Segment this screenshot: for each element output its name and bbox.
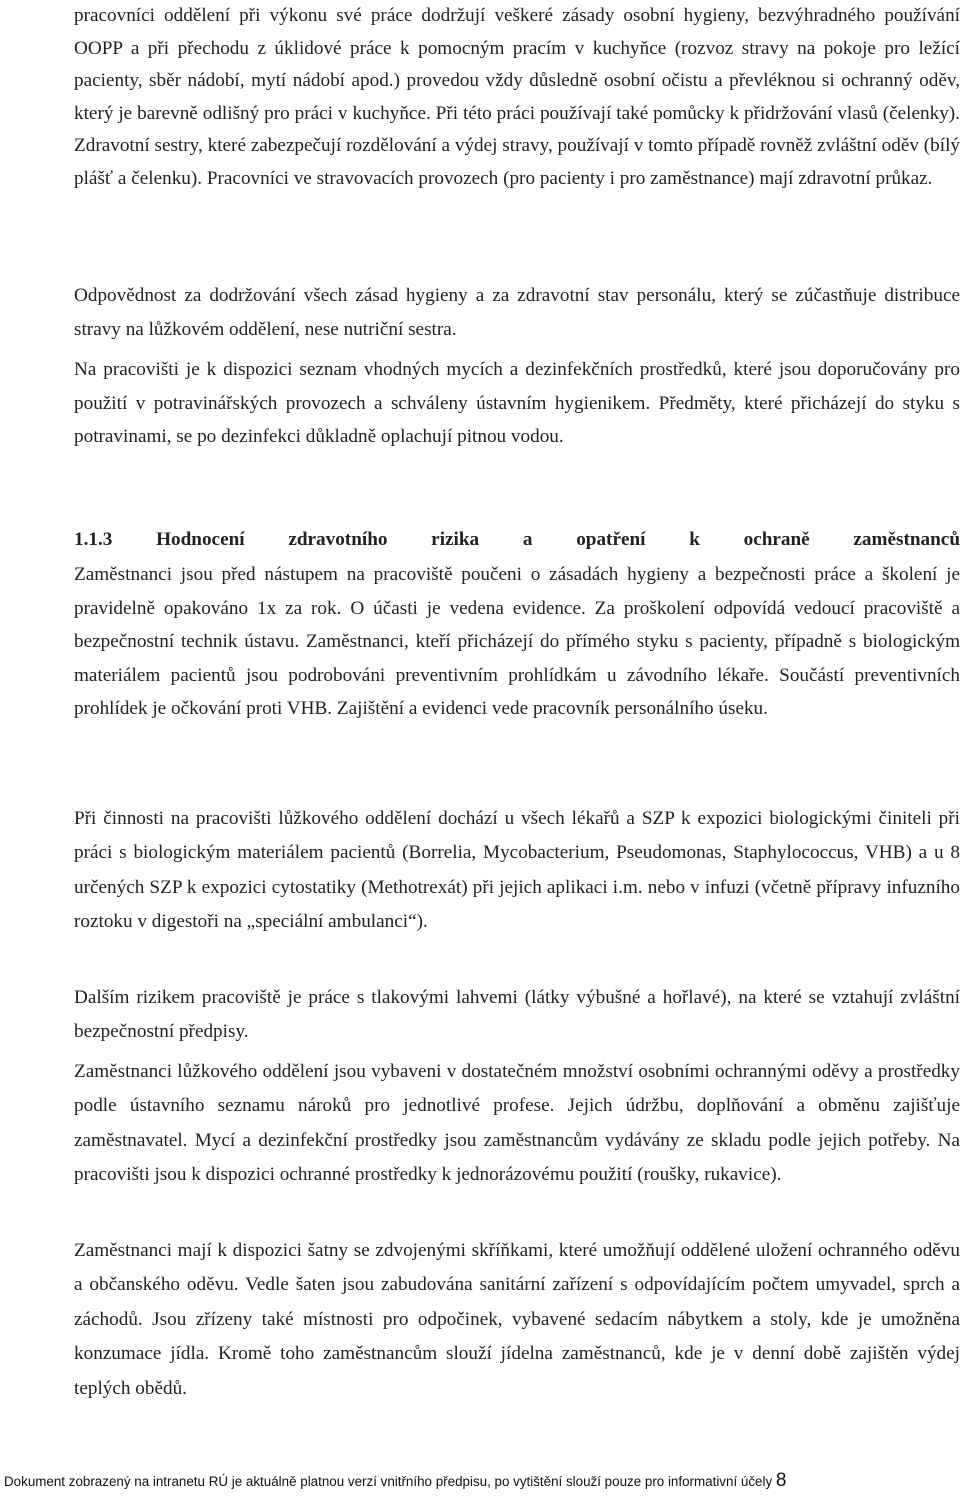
section-heading-text: 1.1.3 Hodnocení zdravotního rizika a opatření k ochraně zaměstnanců [74,529,960,550]
footer-note: Dokument zobrazený na intranetu RÚ je aktuálně platnou verzí vnitřního předpisu, po vytištění slouží pouze pro informativní účely [4,1474,773,1489]
paragraph-pressure-bottles: Dalším rizikem pracoviště je práce s tlakovými lahvemi (látky výbušné a hořlavé), na které se vztahují zvláštní bezpečnostní předpisy. [74,987,960,1042]
paragraph-disinfection: Na pracovišti je k dispozici seznam vhodných mycích a dezinfekčních prostředků, které jsou doporučovány pro použití v potravinářských provozech a schváleny ústavním hygienikem. Předměty, které přicházejí do styku s potravinami, se po dezinfekci důkladně oplachují pitnou vodou. [74,359,960,447]
paragraph-hygiene-rules: pracovníci oddělení při výkonu své práce dodržují veškeré zásady osobní hygieny, bezvýhradného používání OOPP a při přechodu z úklidové práce k pomocným pracím v kuchyňce (rozvoz stravy na pokoje pro ležící pacienty, sběr nádobí, mytí nádobí apod.) provedou vždy důsledně osobní očistu a převléknou si ochranný oděv, který je barevně odlišný pro práci v kuchyňce. Při této práci používají také pomůcky k přidržování vlasů (čelenky). Zdravotní sestry, které zabezpečují rozdělování a výdej stravy, používají v tomto případě rovněž zvláštní oděv (bílý plášť a čelenku). Pracovníci ve stravovacích provozech (pro pacienty i pro zaměstnance) mají zdravotní průkaz. [74,5,960,189]
page-number: 8 [775,1470,787,1491]
paragraph-nutrition-nurse: Odpovědnost za dodržování všech zásad hygieny a za zdravotní stav personálu, který se zúčastňuje distribuce stravy na lůžkovém oddělení, nese nutriční sestra. [74,285,960,340]
paragraph-facilities: Zaměstnanci mají k dispozici šatny se zdvojenými skříňkami, které umožňují oddělené uložení ochranného oděvu a občanského oděvu. Vedle šaten jsou zabudována sanitární zařízení s odpovídajícím počtem umyvadel, sprch a záchodů. Jsou zřízeny také místnosti pro odpočinek, vybavené sedacím nábytkem a stoly, kde je umožněna konzumace jídla. Kromě toho zaměstnancům slouží jídelna zaměstnanců, kde je v denní době zajištěn výdej teplých obědů. [74,1240,960,1399]
section-heading [74,524,960,556]
paragraph-protective-equipment: Zaměstnanci lůžkového oddělení jsou vybaveni v dostatečném množství osobními ochrannými oděvy a prostředky podle ústavního seznamu nároků pro jednotlivé profese. Jejich údržbu, doplňování a obměnu zajišťuje zaměstnavatel. Mycí a dezinfekční prostředky jsou zaměstnancům vydávány ze skladu podle jejich potřeby. Na pracovišti jsou k dispozici ochranné prostředky k jednorázovému použití (roušky, rukavice). [74,1061,960,1185]
paragraph-exposure: Při činnosti na pracovišti lůžkového oddělení dochází u všech lékařů a SZP k expozici biologickými činiteli při práci s biologickým materiálem pacientů (Borrelia, Mycobacterium, Pseudomonas, Staphylococcus, VHB) a u 8 určených SZP k expozici cytostatiky (Methotrexát) při jejich aplikaci i.m. nebo v infuzi (včetně přípravy infuzního roztoku v digestoři na „speciální ambulanci“). [74,808,960,932]
page-footer [4,1470,960,1492]
paragraph-training: Zaměstnanci jsou před nástupem na pracoviště poučeni o zásadách hygieny a bezpečnosti práce a školení je pravidelně opakováno 1x za rok. O účasti je vedena evidence. Za proškolení odpovídá vedoucí pracoviště a bezpečnostní technik ústavu. Zaměstnanci, kteří přicházejí do přímého styku s pacienty, případně s biologickým materiálem pacientů jsou podrobováni preventivním prohlídkám u závodního lékaře. Součástí preventivních prohlídek je očkování proti VHB. Zajištění a evidenci vede pracovník personálního úseku. [74,564,960,720]
